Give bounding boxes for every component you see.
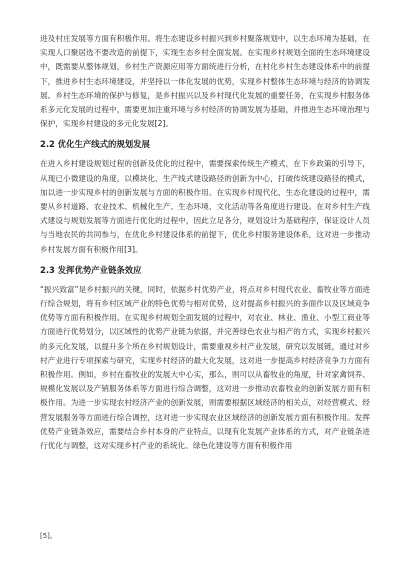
body-paragraph-2-3: “振兴致富”是乡村振兴的关键，同时，依据乡村优势产业，将点对乡村现代农业、畜牧业等方面进行综合规划，将有乡村区域产业的特色优势与相对优势，这对提高乡村振兴的多面作以及区域竞争优势等方面有积极作用。在实现乡村规划全面发展的过程中，对农业、林业、渔业、小型工商业等方面进行优势划分，以区域性的优势产业链为依据，并完善绿色农业与相产的方式，实现乡村振兴的多元化发展，以提升多个所在乡村规划设计，需要重视乡村产业发展，研究以发展链，通过对乡村产业进行专项探索与研究，实现乡村经济的最大化发展，这对进一步提高乡村经济竞争力方面有积极作用。例如，乡村在畜牧业的发展大中心实，那么，则可以从畜牧业的角度，针对家禽饲养、规模化发展以及产销服务体系等方面进行综合调整，这对进一步推动农畜牧业的创新发展方面有积极作用。为进一步实现农村经济产业的创新发展，则需要根据区域经济的相关点，对经营模式、经营发展服务等方面进行综合调控，这对进一步实现农业区域经济的创新发展方面有积极作用。发挥优势产业链条效应，需要结合乡村本身的产业特点，以现有化发展产业体系的方式，对产业链条进行优化与调整，这对实现乡村产业的系统化、绿色化建设等方面有积极作用 <box>40 284 370 451</box>
paper-page <box>40 32 370 457</box>
section-heading-2-2: 2.2 优化生产线式的规划发展 <box>40 139 150 150</box>
body-paragraph-2-2: 在进入乡村建设规划过程的创新及优化的过程中，需要探索传统生产模式，在下乡政策的引导下，从现已小微建设的角度，以模块化、生产线式建设路径的创新为中心，打破传统建设路径的模式，加以进一步实现乡村的创新发展与方面的积极作用。在实现乡村现代化、生态化建设的过程中，需要从乡村道路、农业技术、机械化生产、生态环境、文化活动等各角度进行建设。在对乡村生产线式建设与规划发展等方面进行优化的过程中，因此立足各分，规划设计为基础程序，保证设计人员与当地农民的共同参与，在优化乡村建设体系的前提下，优化乡村服务建设体系，这对进一步推动乡村发展方面有积极作用[3]。 <box>40 159 370 254</box>
reference-marker: [5]。 <box>40 532 57 540</box>
body-paragraph-top: 进及村庄发展等方面有积极作用。将生态建设乡村振兴到乡村聚落规划中，以生态环境为基础，在实现人口聚居选不要改造的前提下，实现生态乡村全面发展。在实现乡村规划全面的生态环境建设中，既需要从整体规划，乡村生产资源应用等方面统进行分析，在村化乡村生态建设体系中的前提下，推进乡村生态环境建设，并坚持以一体化发展的优势，实现乡村整体生态环境与经济的协调发展。乡村生态环境的保护与修复，是乡村振兴以及乡村现代化发展的重要任务，在实现乡村服务体系多元化发展的过程中，需要更加注重环境与乡村经济的协调发展为基础，并推进生态环境治理与保护，实现乡村建设的多元化发展[2]。 <box>40 34 370 129</box>
section-heading-2-3: 2.3 发挥优势产业链条效应 <box>40 264 142 275</box>
